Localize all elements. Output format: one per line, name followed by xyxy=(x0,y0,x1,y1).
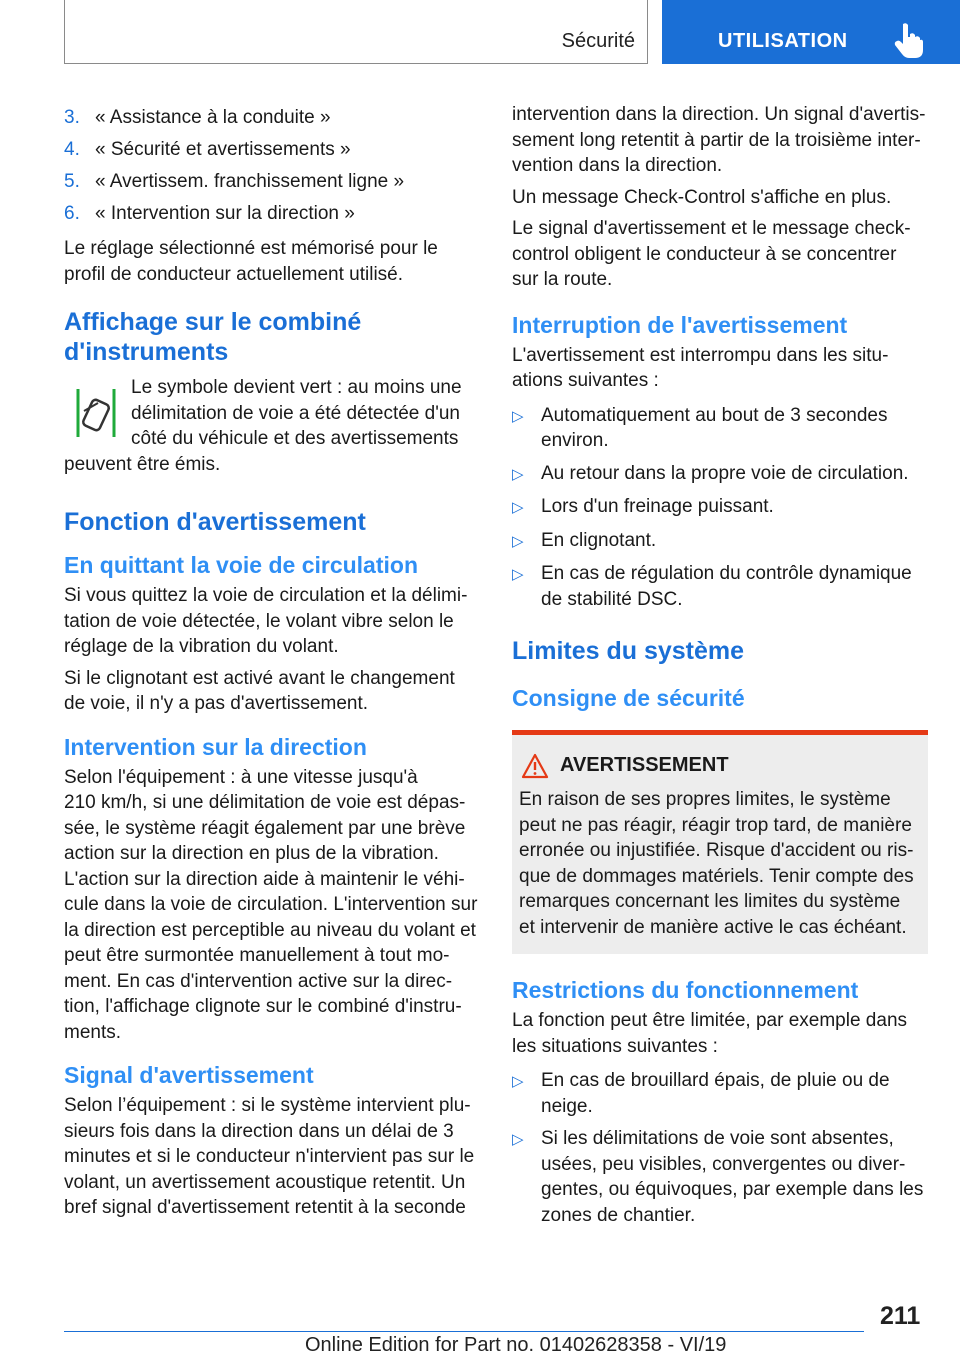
text-line: minutes et si le conducteur n'intervient pas sur le xyxy=(64,1146,475,1167)
text-line: Si les délimitations de voie sont absentes, xyxy=(541,1128,894,1149)
bullet-triangle-icon: ▷ xyxy=(512,532,524,550)
function-heading: Fonction d'avertissement xyxy=(64,508,366,536)
list-item-text xyxy=(541,1126,923,1228)
header-section-title: Sécurité xyxy=(561,30,635,52)
list-item xyxy=(512,403,928,454)
list-item xyxy=(512,461,928,488)
heading-line: Affichage sur le combiné xyxy=(64,308,362,336)
text-line: L'action sur la direction aide à maintenir le véhi- xyxy=(64,868,465,890)
list-item-text xyxy=(541,403,887,454)
bullet-triangle-icon: ▷ xyxy=(512,1131,524,1148)
bullet-triangle-icon: ▷ xyxy=(512,1073,524,1090)
interruption-heading: Interruption de l'avertissement xyxy=(512,311,848,338)
safety-heading: Consigne de sécurité xyxy=(512,685,745,711)
text-line: tation de voie détectée, le volant vibre selon le xyxy=(64,610,454,632)
text-line: vention dans la direction. xyxy=(512,155,723,176)
text-line: réglage de la vibration du volant. xyxy=(64,636,339,657)
text-line: volant, un avertissement acoustique retentit. Un xyxy=(64,1171,466,1193)
text-line: usées, peu visibles, convergentes ou diver- xyxy=(541,1153,906,1175)
text-line: peut être surmontée manuellement à tout mo- xyxy=(64,945,450,966)
saved-setting-paragraph xyxy=(64,236,480,287)
text-line: côté du véhicule et des avertissements xyxy=(131,428,459,449)
step-number: 4. xyxy=(64,139,80,161)
text-line: de stabilité DSC. xyxy=(541,588,683,610)
signal-paragraph xyxy=(64,1093,480,1221)
text-line: En cas de régulation du contrôle dynamique xyxy=(541,563,912,584)
text-line: control obligent le conducteur à se concentrer xyxy=(512,243,897,265)
hand-pointer-icon xyxy=(894,22,924,58)
text-line: de voie, il n'y a pas d'avertissement. xyxy=(64,693,369,714)
edition-text: Online Edition for Part no. 01402628358 - VI/19 xyxy=(305,1334,727,1356)
text-line: 210 km/h, si une délimitation de voie est dépas- xyxy=(64,792,466,813)
warning-signal-heading: Signal d'avertissement xyxy=(64,1062,314,1088)
text-line: délimitation de voie a été détectée d'un xyxy=(131,402,460,424)
text-line: bref signal d'avertissement retentit à la seconde xyxy=(64,1197,466,1218)
symbol-text xyxy=(64,375,480,452)
restrictions-heading: Restrictions du fonctionnement xyxy=(512,977,859,1003)
warning-text xyxy=(519,787,922,940)
left-column xyxy=(64,102,480,1227)
text-line: la direction est perceptible au niveau du volant et xyxy=(64,919,476,941)
lane-departure-icon xyxy=(72,381,120,441)
list-item xyxy=(64,166,480,198)
check-control-paragraph: Un message Check-Control s'affiche en plus. xyxy=(512,186,892,208)
list-item xyxy=(512,494,928,521)
text-line: environ. xyxy=(541,430,609,451)
interruption-intro xyxy=(512,343,928,394)
header-chapter-tab xyxy=(662,0,960,64)
text-line: Si vous quittez la voie de circulation et la délimi- xyxy=(64,585,468,606)
text-line: Automatiquement au bout de 3 secondes xyxy=(541,404,888,426)
right-column xyxy=(512,102,928,1235)
lane-symbol-block xyxy=(64,375,480,477)
text-line: L'avertissement est interrompu dans les situ- xyxy=(512,344,889,366)
text-line: les situations suivantes : xyxy=(512,1035,718,1057)
restrictions-list xyxy=(512,1068,928,1228)
text-line: sement long retentit à partir de la troisième inter- xyxy=(512,129,921,151)
warning-title xyxy=(519,753,922,779)
text-line: Selon l’équipement : si le système intervient plu- xyxy=(64,1095,471,1116)
list-item xyxy=(512,561,928,612)
warning-title-text: AVERTISSEMENT xyxy=(560,754,729,777)
signal-paragraph-continued xyxy=(512,102,928,179)
list-item-text xyxy=(541,561,912,612)
interruption-list xyxy=(512,403,928,613)
leaving-paragraph-1 xyxy=(64,583,480,660)
step-text: « Assistance à la conduite » xyxy=(95,107,331,129)
list-item-text: Au retour dans la propre voie de circulation. xyxy=(541,462,909,484)
text-line: Le symbole devient vert : au moins une xyxy=(131,377,462,398)
warning-box xyxy=(512,730,928,954)
text-line: que de dommages matériels. Tenir compte des xyxy=(519,865,914,887)
text-line: et intervenir de manière active le cas échéant. xyxy=(519,916,907,938)
bullet-triangle-icon: ▷ xyxy=(512,499,524,516)
text-line: ments. xyxy=(64,1021,122,1043)
list-item xyxy=(512,528,928,555)
text-line: intervention dans la direction. Un signal d'avertis- xyxy=(512,104,926,125)
text-line: cule dans la voie de circulation. L'intervention sur xyxy=(64,894,478,915)
list-item-text: Lors d'un freinage puissant. xyxy=(541,496,774,517)
leaving-paragraph-2 xyxy=(64,666,480,717)
text-line: ment. En cas d'intervention active sur la direc- xyxy=(64,970,453,992)
list-item-text xyxy=(541,1068,890,1119)
text-line: En raison de ses propres limites, le système xyxy=(519,789,891,810)
text-line: Le réglage sélectionné est mémorisé pour le xyxy=(64,238,438,259)
text-line: En cas de brouillard épais, de pluie ou de xyxy=(541,1070,890,1091)
steering-intervention-heading: Intervention sur la direction xyxy=(64,733,367,760)
step-number: 3. xyxy=(64,107,80,129)
text-line: profil de conducteur actuellement utilisé. xyxy=(64,263,404,285)
text-line: erronée ou injustifiée. Risque d'accident ou ris- xyxy=(519,840,914,861)
menu-steps-list xyxy=(64,102,480,230)
text-line: tion, l'affichage clignote sur le combiné d'instru- xyxy=(64,996,462,1017)
text-line: neige. xyxy=(541,1095,593,1117)
display-heading xyxy=(64,307,480,367)
header-chapter-title: UTILISATION xyxy=(718,30,848,52)
list-item-text: En clignotant. xyxy=(541,529,657,551)
step-number: 6. xyxy=(64,203,80,225)
warning-triangle-icon xyxy=(521,753,549,779)
text-line: Si le clignotant est activé avant le changement xyxy=(64,667,455,689)
bullet-triangle-icon: ▷ xyxy=(512,407,524,425)
list-item xyxy=(64,134,480,166)
text-line: sur la route. xyxy=(512,269,613,290)
list-item xyxy=(64,198,480,230)
warning-message-paragraph xyxy=(512,216,928,293)
leaving-lane-heading: En quittant la voie de circulation xyxy=(64,552,418,578)
text-line: Selon l'équipement : à une vitesse jusqu'à xyxy=(64,766,418,788)
text-line: gentes, ou équivoques, par exemple dans les xyxy=(541,1179,924,1200)
footer-divider xyxy=(64,1331,864,1332)
bullet-triangle-icon: ▷ xyxy=(512,566,524,583)
heading-line: d'instruments xyxy=(64,338,229,366)
header-section-box xyxy=(64,0,648,64)
text-line: La fonction peut être limitée, par exemple dans xyxy=(512,1010,908,1031)
text-line: sieurs fois dans la direction dans un délai de 3 xyxy=(64,1120,454,1142)
step-number: 5. xyxy=(64,171,80,193)
restrictions-intro xyxy=(512,1008,928,1059)
bullet-triangle-icon: ▷ xyxy=(512,465,524,483)
steering-paragraph xyxy=(64,765,480,1046)
step-text: « Avertissem. franchissement ligne » xyxy=(95,171,405,193)
list-item xyxy=(512,1126,928,1228)
list-item xyxy=(64,102,480,134)
text-line: sée, le système réagit également par une brève xyxy=(64,817,466,839)
limits-heading: Limites du système xyxy=(512,637,745,665)
symbol-text-tail: peuvent être émis. xyxy=(64,453,221,475)
step-text: « Sécurité et avertissements » xyxy=(95,139,351,161)
text-line: ations suivantes : xyxy=(512,370,659,391)
step-text: « Intervention sur la direction » xyxy=(95,203,355,225)
text-line: remarques concernant les limites du système xyxy=(519,891,901,912)
text-line: Le signal d'avertissement et le message check- xyxy=(512,218,911,239)
text-line: zones de chantier. xyxy=(541,1204,696,1226)
list-item xyxy=(512,1068,928,1119)
text-line: action sur la direction en plus de la vibration. xyxy=(64,843,439,864)
page-number: 211 xyxy=(880,1302,921,1330)
text-line: peut ne pas réagir, réagir trop tard, de manière xyxy=(519,814,912,836)
